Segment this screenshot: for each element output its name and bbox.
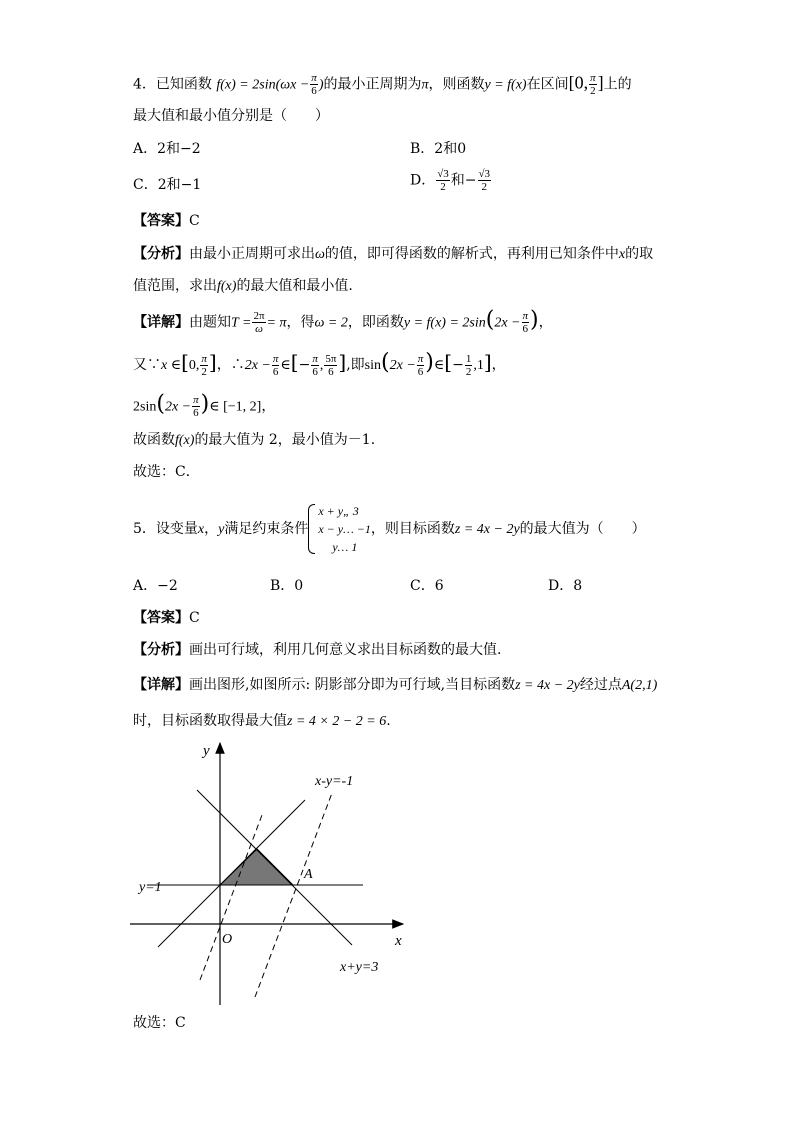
line-x-minus-y-label: x-y=-1: [315, 774, 354, 789]
q4-detail-line4: 故函数f(x)的最大值为 2，最小值为－1.: [133, 432, 376, 448]
q4-detail-line3: 2sin(2x − $\frac{\pi}{6}$ )∈ [−1, 2]，: [133, 391, 276, 419]
q4-option-a: A．2和−2: [133, 141, 201, 157]
objective-line-origin: [200, 815, 262, 980]
line-y-equals-1-label: y=1: [139, 880, 162, 895]
q4-analysis-line2: 值范围，求出f(x)的最大值和最小值.: [133, 278, 353, 294]
q5-option-d: D．8: [548, 578, 583, 594]
q4-detail-line2: 又∵x ∈[0, $\frac{\pi}{2}$ ]，∴2x − $\frac{\pi}{6}$ ∈[− $\frac{\pi}{6}$ , $\frac{5\pi}{6}$ ],即sin(2x − $\frac{\pi}{6}$ )∈[− $\frac{1}{2}$ ,1]，: [133, 350, 506, 378]
q5-choose: 故选：C: [133, 1015, 186, 1031]
q4-analysis-line1: 【分析】由最小正周期可求出ω的值，即可得函数的解析式，再利用已知条件中x的取: [133, 246, 654, 262]
y-axis-label: y: [203, 743, 210, 759]
q4-detail-line1: 【详解】由题知T = $\frac{2\pi}{\omega}$ = π，得ω = 2，即函数y = f(x) = 2sin(2x − $\frac{\pi}{6}$ )，: [133, 307, 553, 335]
q4-stem-line2: 最大值和最小值分别是（ ）: [133, 108, 329, 124]
x-axis-label: x: [395, 933, 402, 949]
feasible-region: [220, 849, 293, 885]
point-a-label: A: [304, 867, 313, 882]
q5-option-a: A．−2: [133, 578, 178, 594]
q4-option-d: D． $\frac{√3}{2}$ 和− $\frac{√3}{2}$: [410, 168, 491, 193]
q4-answer: 【答案】C: [133, 213, 200, 229]
line-x-plus-y-label: x+y=3: [340, 960, 379, 975]
q5-detail-line2: 时，目标函数取得最大值z = 4 × 2 − 2 = 6.: [133, 713, 391, 729]
feasible-region-figure: [125, 735, 425, 1015]
line-x-minus-y: [158, 800, 305, 947]
q4-option-b: B．2和0: [410, 141, 467, 157]
q5-option-c: C．6: [410, 578, 444, 594]
q4-stem-line1: 4．已知函数 f(x) = 2sin(ωx − $\frac{\pi}{6}$ )的最小正周期为π，则函数y = f(x)在区间[0, $\frac{\pi}{2}$ ]上的: [133, 72, 632, 97]
q5-analysis: 【分析】画出可行域，利用几何意义求出目标函数的最大值.: [133, 642, 502, 658]
objective-line-max: [255, 793, 332, 997]
q4-choose: 故选：C．: [133, 464, 200, 480]
q5-detail-line1: 【详解】画出图形,如图所示: 阴影部分即为可行域,当目标函数z = 4x − 2y经过点A(2,1): [133, 677, 658, 693]
q5-stem: 5．设变量x，y满足约束条件 x + y„ 3 x − y… −1 y… 1 ，则目标函数z = 4x − 2y的最大值为（ ）: [133, 504, 646, 554]
q5-option-b: B．0: [270, 578, 304, 594]
q4-option-c: C．2和−1: [133, 177, 202, 193]
q5-answer: 【答案】C: [133, 610, 200, 626]
origin-label: O: [222, 932, 233, 947]
constraint-system: x + y„ 3 x − y… −1 y… 1: [308, 502, 371, 556]
